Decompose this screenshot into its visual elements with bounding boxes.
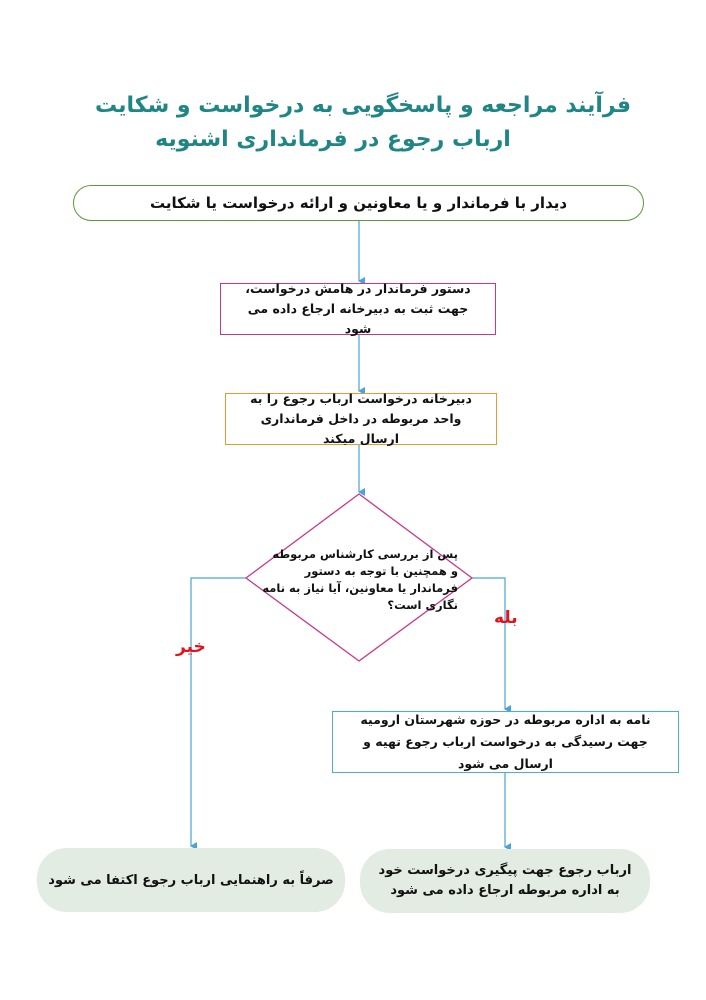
arrow-decision-no bbox=[191, 578, 246, 846]
title-line-1: فرآیند مراجعه و پاسخگویی به درخواست و شکایت bbox=[94, 93, 632, 118]
title-line-2: ارباب رجوع در فرمانداری اشنویه bbox=[155, 127, 511, 152]
end-node-no: صرفاً به راهنمایی ارباب رجوع اکتفا می شود bbox=[37, 848, 345, 912]
secretariat-node: دبیرخانه درخواست ارباب رجوع را به واحد مربوطه در داخل فرمانداری ارسال میکند bbox=[225, 393, 497, 445]
arrow-decision-yes bbox=[470, 578, 505, 709]
decision-node-text: پس از بررسی کارشناس مربوطه و همچنین با توجه به دستور فرماندار یا معاونین، آیا نیاز به نامه نگاری است؟ bbox=[262, 547, 458, 612]
branch-label-no: خیر bbox=[176, 637, 206, 657]
start-node: دیدار با فرماندار و یا معاونین و ارائه درخواست یا شکایت bbox=[73, 185, 644, 221]
end-node-yes: ارباب رجوع جهت پیگیری درخواست خود به اداره مربوطه ارجاع داده می شود bbox=[360, 849, 650, 913]
branch-label-yes: بله bbox=[494, 608, 518, 628]
governor-order-node: دستور فرماندار در هامش درخواست، جهت ثبت به دبیرخانه ارجاع داده می شود bbox=[220, 283, 496, 335]
letter-node: نامه به اداره مربوطه در حوزه شهرستان ارومیه جهت رسیدگی به درخواست ارباب رجوع تهیه و ارسال می شود bbox=[332, 711, 679, 773]
